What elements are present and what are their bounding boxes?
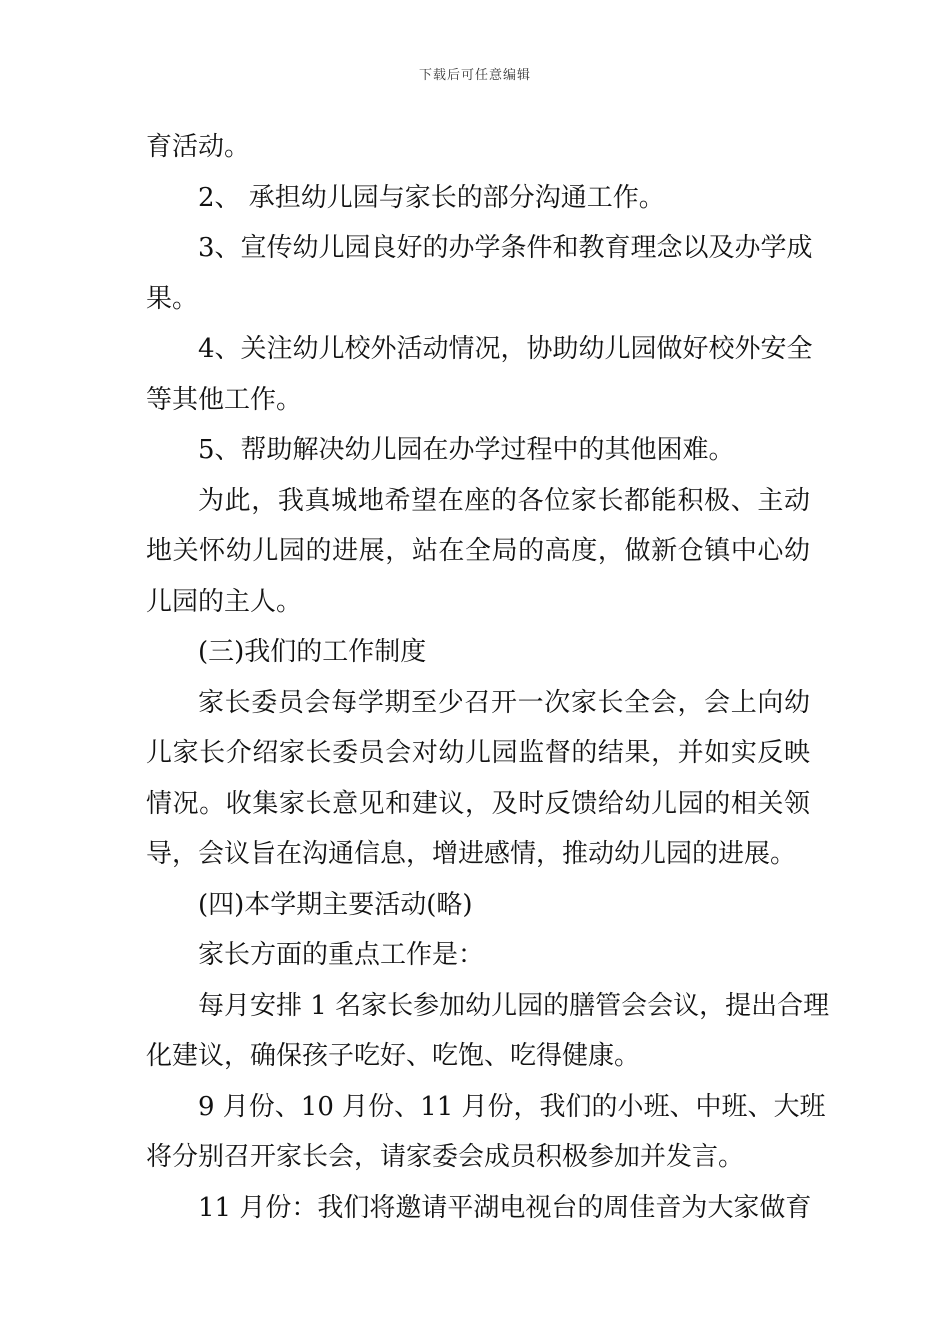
text-line: 导，会议旨在沟通信息，增进感情，推动幼儿园的进展。 xyxy=(146,839,797,869)
text-line: 将分别召开家长会，请家委会成员积极参加并发言。 xyxy=(146,1142,745,1172)
text-line: 儿家长介绍家长委员会对幼儿园监督的结果，并如实反映 xyxy=(146,738,810,768)
text-line: 为此，我真城地希望在座的各位家长都能积极、主动 xyxy=(198,485,810,516)
text-line: 9 月份、10 月份、11 月份，我们的小班、中班、大班 xyxy=(198,1091,826,1122)
text-line: 儿园的主人。 xyxy=(146,586,303,617)
text-line: 家长方面的重点工作是： xyxy=(198,940,485,970)
text-line: 每月安排 1 名家长参加幼儿园的膳管会会议，提出合理 xyxy=(198,990,830,1021)
text-line: 4、关注幼儿校外活动情况，协助幼儿园做好校外安全 xyxy=(198,334,813,364)
text-line: 情况。收集家长意见和建议，及时反馈给幼儿园的相关领 xyxy=(146,788,810,819)
text-line: 5、帮助解决幼儿园在办学过程中的其他困难。 xyxy=(198,435,735,465)
text-line: 3、宣传幼儿园良好的办学条件和教育理念以及办学成 xyxy=(198,233,813,263)
text-line: 等其他工作。 xyxy=(146,384,303,415)
text-line: 11 月份：我们将邀请平湖电视台的周佳音为大家做育 xyxy=(198,1192,812,1223)
text-line: 2、 承担幼儿园与家长的部分沟通工作。 xyxy=(198,182,665,213)
text-line: 果。 xyxy=(146,283,199,314)
text-line: (三)我们的工作制度 xyxy=(198,637,427,667)
page-header: 下载后可任意编辑 xyxy=(418,68,531,83)
document-body xyxy=(146,122,830,1233)
text-line: 家长委员会每学期至少召开一次家长全会，会上向幼 xyxy=(198,687,810,718)
text-line: 化建议，确保孩子吃好、吃饱、吃得健康。 xyxy=(146,1041,641,1071)
text-line: (四)本学期主要活动(略) xyxy=(198,889,473,920)
text-line: 育活动。 xyxy=(146,132,251,162)
text-line: 地关怀幼儿园的进展，站在全局的高度，做新仓镇中心幼 xyxy=(146,536,810,566)
